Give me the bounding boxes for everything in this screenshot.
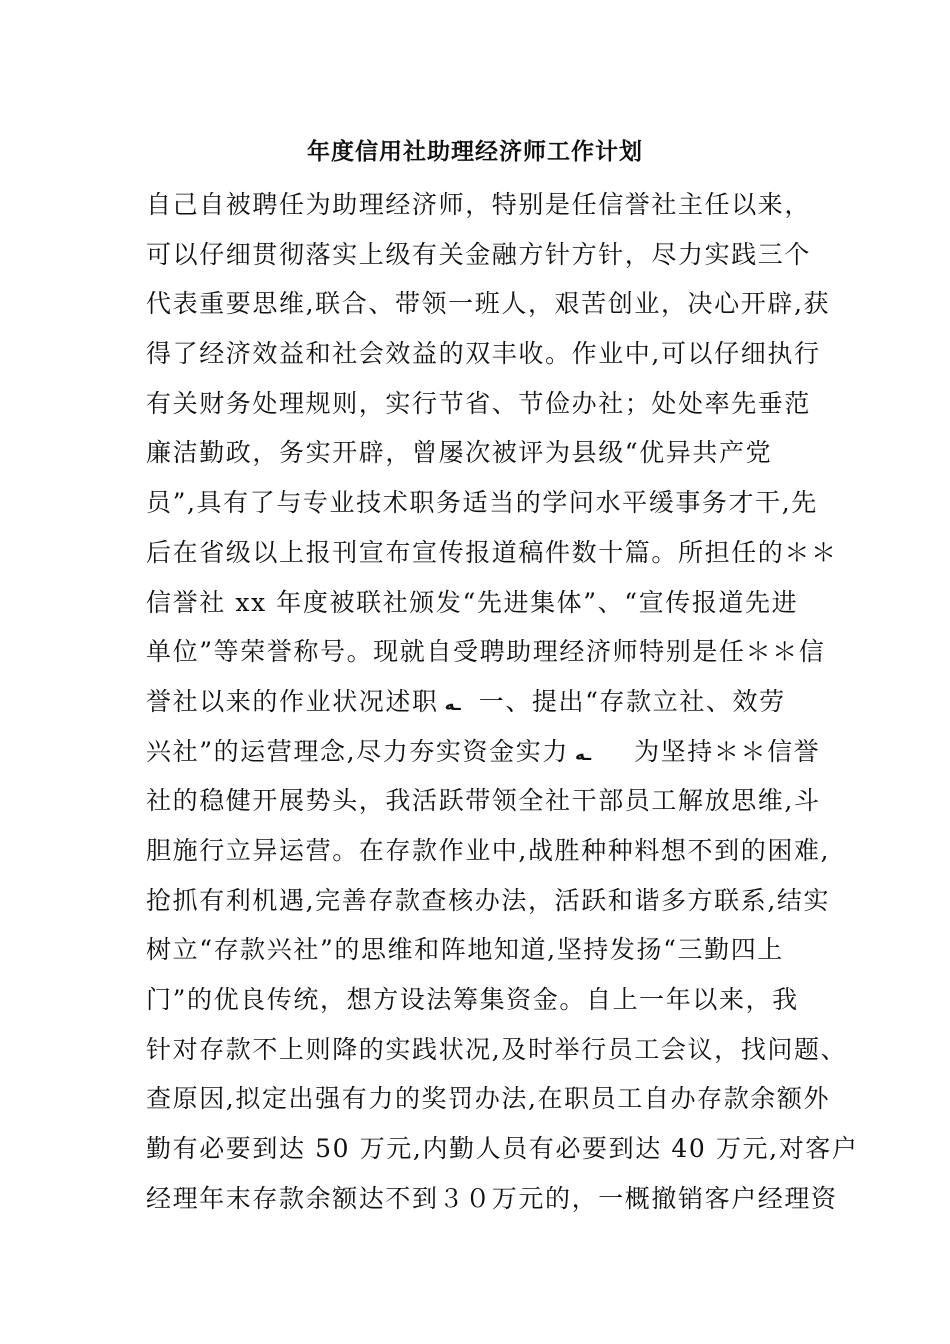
- body-text-segment: 员”,具有了与专业技术职务适当的学问水平缓事务才干,先: [146, 488, 818, 518]
- body-text-segment: 针对存款不上则降的实践状况,及时举行员工会议，找问题、: [146, 1034, 848, 1064]
- body-line: [146, 329, 846, 379]
- body-line: [146, 1074, 846, 1124]
- body-text-segment: 自己自被聘任为助理经济师，特别是任信誉社主任以来，: [146, 190, 812, 219]
- body-text-segment: 门”的优良传统，想方设法筹集资金。自上一年以来，我: [146, 985, 799, 1014]
- body-line: [146, 180, 846, 230]
- body-line: [146, 975, 846, 1025]
- body-line: [146, 1174, 846, 1224]
- body-text-segment: 得了经济效益和社会效益的双丰收。作业中,可以仔细执行: [146, 339, 821, 369]
- body-line: [146, 925, 846, 975]
- body-text-segment: 誉社以来的作业状况述职: [146, 686, 439, 716]
- body-text-segment: 为坚持＊＊信誉: [609, 736, 821, 766]
- section-mark: ـه: [574, 744, 592, 765]
- document-title: 年度信用社助理经济师工作计划: [307, 138, 643, 165]
- body-text-segment: 兴社”的运营理念,尽力夯实资金实力: [146, 736, 569, 766]
- body-line: [146, 727, 846, 777]
- body-line: [146, 1025, 846, 1075]
- body-line: [146, 230, 846, 280]
- document-body: [146, 180, 859, 1223]
- body-text-segment: 代表重要思维,联合、带领一班人，艰苦创业，决心开辟,获: [146, 289, 831, 319]
- body-line: [146, 578, 846, 628]
- body-text-segment: 查原因,拟定出强有力的奖罚办法,在职员工自办存款余额外: [146, 1084, 831, 1114]
- body-text-segment: 可以仔细贯彻落实上级有关金融方针方针，尽力实践三个: [146, 239, 812, 269]
- body-text-segment: 信誉社 xx 年度被联社颁发“先进集体”、“宣传报道先进: [146, 587, 799, 617]
- body-line: [146, 1124, 859, 1174]
- body-line: [146, 379, 846, 429]
- body-text-segment: 社的稳健开展势头，我活跃带领全社干部员工解放思维,斗: [146, 786, 821, 816]
- body-line: [146, 876, 846, 926]
- body-line: [146, 279, 846, 329]
- body-line: [146, 528, 846, 578]
- body-line: [146, 627, 846, 677]
- body-text-segment: 经理年末存款余额达不到３０万元的，一概撤销客户经理资: [146, 1183, 838, 1213]
- body-text-segment: 勤有必要到达 50 万元,内勤人员有必要到达 40 万元,对客户: [146, 1134, 859, 1164]
- body-text-segment: 有关财务处理规则，实行节省、节俭办社；处处率先垂范: [146, 388, 812, 418]
- section-mark: ـه: [444, 694, 461, 715]
- body-text-segment: 廉洁勤政，务实开辟，曾屡次被评为县级“优异共产党: [146, 438, 773, 468]
- body-text-segment: 后在省级以上报刊宣布宣传报道稿件数十篇。所担任的＊＊: [146, 537, 838, 567]
- body-text-segment: 树立“存款兴社”的思维和阵地知道,坚持发扬“三勤四上: [146, 935, 784, 965]
- body-line: [146, 826, 846, 876]
- body-line: [146, 428, 846, 478]
- body-line: [146, 776, 846, 826]
- body-line: [146, 478, 846, 528]
- body-text-segment: 抢抓有利机遇,完善存款查核办法，活跃和谐多方联系,结实: [146, 885, 831, 915]
- body-text-segment: 单位”等荣誉称号。现就自受聘助理经济师特别是任＊＊信: [146, 637, 826, 667]
- body-text-segment: 一、提出“存款立社、效劳: [478, 686, 786, 716]
- body-line: [146, 677, 846, 727]
- body-text-segment: 胆施行立异运营。在存款作业中,战胜种种料想不到的困难,: [146, 835, 831, 865]
